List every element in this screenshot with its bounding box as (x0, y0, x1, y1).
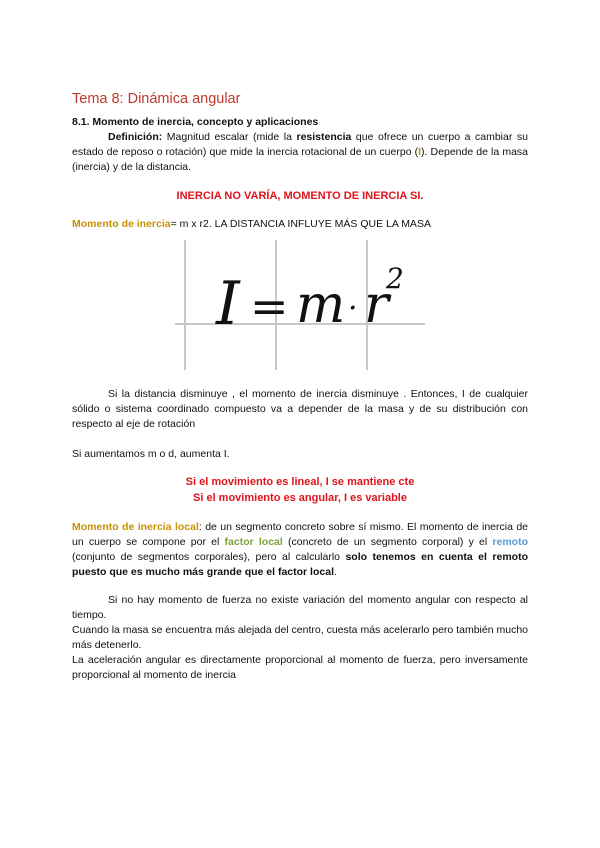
moment-label: Momento de inercia (72, 218, 171, 230)
moment-definition: Momento de inercia= m x r2. LA DISTANCIA INFLUYE MÁS QUE LA MASA (72, 218, 431, 230)
distance-paragraph: Si la distancia disminuye , el momento de inercia disminuye . Entonces, I de cualquier sólido o sistema coordinado compuesto va a depender de la masa y de su distribución con respecto al eje de rotación (72, 388, 528, 430)
formula-equals: = (250, 279, 289, 333)
handwritten-formula (215, 262, 404, 339)
definition-label: Definición: (108, 131, 163, 143)
movement-angular: Si el movimiento es angular, I es variable (193, 492, 407, 504)
remote-emphasis: solo tenemos en cuenta el remoto puesto que es mucho más grande que el factor local (72, 551, 528, 578)
formula-radius: r (364, 275, 389, 335)
remoto-term: remoto (492, 536, 528, 548)
factor-local-term: factor local (224, 536, 283, 548)
movement-linear: Si el movimiento es lineal, I se mantiene cte (185, 476, 415, 488)
increase-paragraph: Si aumentamos m o d, aumenta I. (72, 448, 230, 460)
formula-lhs: I (216, 269, 240, 339)
formula-mass: m (296, 275, 346, 335)
local-moment-paragraph: Momento de inercia local: de un segmento concreto sobre sí mismo. El momento de inercia de un cuerpo se compone por el factor local (concreto de un segmento corporal) y el remoto (conjunto de segmentos corporales), pero al calcularlo solo tenemos en cuenta el remoto puesto que es mucho más grande que el factor local. (72, 521, 528, 578)
formula-figure (170, 240, 440, 370)
torque-paragraph-3: La aceleración angular es directamente proporcional al momento de fuerza, pero inversamente proporcional al momento de inercia (72, 654, 528, 681)
highlight-inertia: INERCIA NO VARÍA, MOMENTO DE INERCIA SI. (176, 190, 424, 202)
torque-paragraph-2: Cuando la masa se encuentra más alejada del centro, cuesta más acelerarlo pero también mucho más detenerlo. (72, 624, 528, 651)
resistencia-term: resistencia (296, 131, 352, 143)
page-title: Tema 8: Dinámica angular (72, 91, 241, 107)
torque-paragraph-1: Si no hay momento de fuerza no existe variación del momento angular con respecto al tiempo. (72, 594, 528, 621)
local-moment-label: Momento de inercia local (72, 521, 199, 533)
section-heading: 8.1. Momento de inercia, concepto y aplicaciones (72, 116, 319, 128)
inertia-symbol: I (418, 146, 422, 158)
definition-paragraph: Definición: Magnitud escalar (mide la resistencia que ofrece un cuerpo a cambiar su estado de reposo o rotación) que mide la inercia rotacional de un cuerpo (I). Depende de la masa (inercia) y de la distancia. (72, 131, 528, 173)
highlight-movement (72, 474, 528, 506)
formula-exponent: 2 (386, 262, 404, 295)
formula-dot: · (348, 291, 358, 326)
